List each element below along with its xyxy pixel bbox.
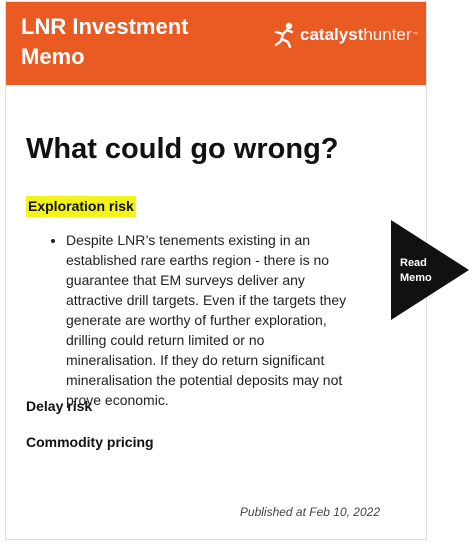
logo-word-hunter: hunter [363, 25, 412, 44]
read-memo-label: Read Memo [400, 257, 432, 284]
page-heading: What could go wrong? [26, 133, 339, 165]
catalyst-hunter-logo[interactable] [273, 22, 419, 48]
memo-header [6, 2, 426, 85]
exploration-risk-bullet: • Despite LNR’s tenements existing in an established rare earths region - there is no guarantee that EM surveys deliver any attractive drill targets. Even if the targets they generate are worthy of further exploration, drilling could return limited or no mineralisation. If they do return significant mineralisation the potential deposits may not prove economic. [66, 230, 356, 410]
memo-title: LNR Investment Memo [21, 14, 189, 69]
catalyst-hunter-logo-icon [273, 22, 297, 48]
logo-trademark: ™ [412, 32, 419, 38]
logo-word-catalyst: catalyst [300, 25, 364, 44]
commodity-pricing-heading: Commodity pricing [26, 434, 154, 450]
read-memo-button[interactable] [391, 220, 471, 320]
published-date: Published at Feb 10, 2022 [239, 505, 380, 519]
exploration-risk-heading: Exploration risk [26, 196, 136, 217]
exploration-risk-list [26, 230, 356, 410]
delay-risk-heading: Delay risk [26, 398, 93, 414]
memo-card [5, 1, 427, 540]
